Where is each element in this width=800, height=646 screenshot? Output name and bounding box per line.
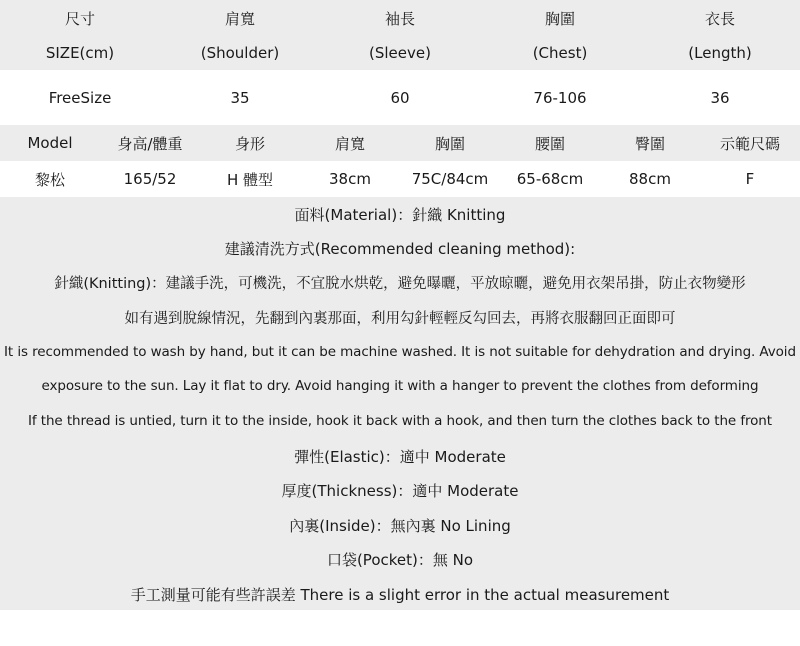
hip-header: 臀圍: [634, 134, 665, 153]
model-waist: 65-68cm: [516, 170, 584, 188]
waist-header: 腰圍: [534, 134, 565, 153]
model-body-type: H 體型: [226, 170, 274, 189]
cleaning-title: 建議清洗方式(Recommended cleaning method):: [224, 239, 576, 258]
size-header-zh: 尺寸: [64, 9, 95, 28]
care-en-line-2: exposure to the sun. Lay it flat to dry. Avoid hanging it with a hanger to prevent the clothes from deforming: [41, 378, 759, 394]
care-en-line-3: If the thread is untied, turn it to the inside, hook it back with a hook, and then turn the clothes back to the front: [28, 413, 772, 429]
model-table-header: [0, 125, 800, 161]
chest-header-zh: 胸圍: [544, 9, 575, 28]
shoulder-header-en: (Shoulder): [200, 44, 280, 62]
sleeve-header-en: (Sleeve): [369, 44, 431, 62]
model-table-row: [0, 161, 800, 197]
thread-care-line: 如有遇到脫線情況，先翻到內裏那面，利用勾針輕輕反勾回去，再將衣服翻回正面即可: [124, 310, 676, 327]
height-weight-header: 身高/體重: [117, 134, 183, 153]
sleeve-value: 60: [390, 88, 410, 107]
demo-size-header: 示範尺碼: [719, 134, 780, 153]
pocket-line: 口袋(Pocket)：無 No: [326, 550, 474, 569]
knit-care-line: 針織(Knitting)：建議手洗，可機洗，不宜脫水烘乾，避免曝曬，平放晾曬，避免用衣架吊掛，防止衣物變形: [54, 275, 746, 292]
length-header-en: (Length): [688, 44, 752, 62]
chest-header-en: (Chest): [532, 44, 588, 62]
length-header-zh: 衣長: [704, 9, 735, 28]
body-type-header: 身形: [234, 134, 265, 153]
inside-line: 內裏(Inside)：無內裏 No Lining: [289, 516, 511, 535]
shoulder-value: 35: [230, 88, 250, 107]
measurement-error-note: 手工測量可能有些許誤差 There is a slight error in the actual measurement: [130, 585, 670, 604]
model-demo-size: F: [745, 170, 755, 188]
model-shoulder: 38cm: [329, 170, 371, 188]
size-table-row: [0, 70, 800, 125]
shoulder-header: 肩寬: [334, 134, 365, 153]
model-header: Model: [27, 134, 73, 152]
size-header-en: SIZE(cm): [45, 44, 115, 62]
care-en-line-1: It is recommended to wash by hand, but it can be machine washed. It is not suitable for dehydration and drying. Avoid: [4, 344, 796, 360]
size-value: FreeSize: [48, 88, 112, 107]
model-height-weight: 165/52: [123, 170, 177, 188]
bust-header: 胸圍: [434, 134, 465, 153]
size-table-header: [0, 0, 800, 70]
model-bust: 75C/84cm: [411, 170, 489, 188]
model-hip: 88cm: [629, 170, 671, 188]
elastic-line: 彈性(Elastic)：適中 Moderate: [294, 447, 506, 466]
thickness-line: 厚度(Thickness)：適中 Moderate: [281, 481, 519, 500]
shoulder-header-zh: 肩寬: [224, 9, 255, 28]
chest-value: 76-106: [533, 88, 587, 107]
material-line: 面料(Material)：針織 Knitting: [294, 205, 506, 224]
model-name: 黎松: [34, 170, 65, 189]
sleeve-header-zh: 袖長: [384, 9, 415, 28]
length-value: 36: [710, 88, 730, 107]
